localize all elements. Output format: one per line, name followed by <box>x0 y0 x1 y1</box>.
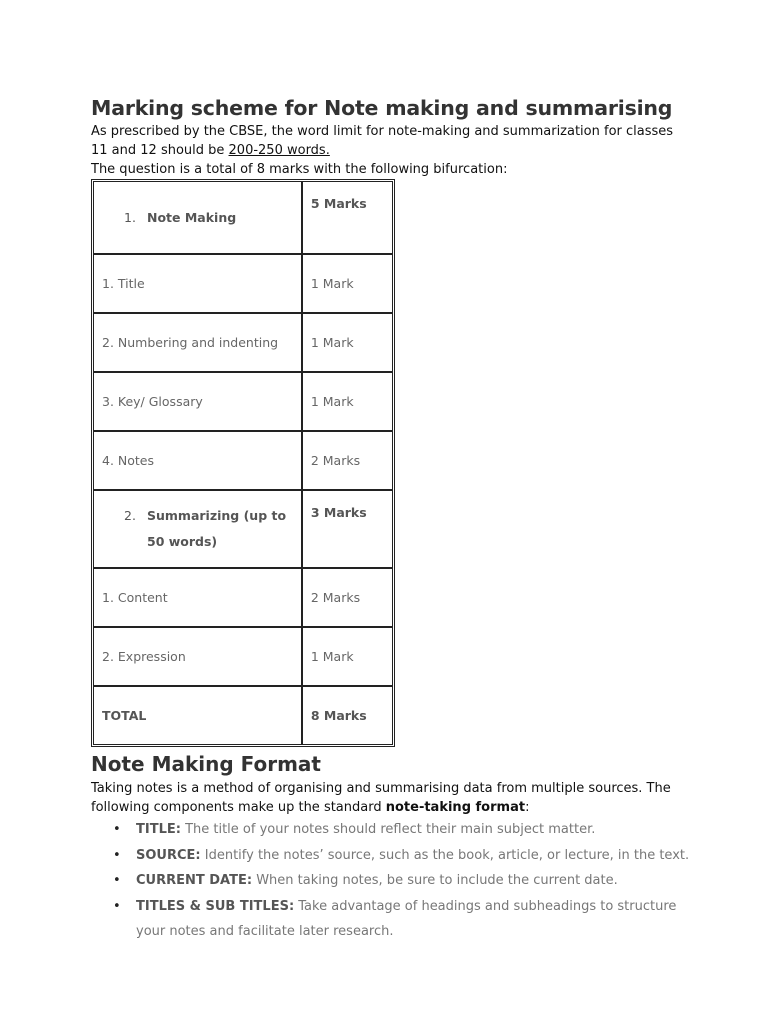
section-number: 2. <box>124 508 136 523</box>
marks-cell <box>303 491 392 569</box>
table-row <box>94 491 392 569</box>
total-label: TOTAL <box>102 708 147 723</box>
criterion-cell <box>94 182 303 255</box>
criterion-marks: 2 Marks <box>310 590 361 605</box>
criterion-marks: 1 Mark <box>310 394 354 409</box>
marking-table <box>91 179 395 747</box>
format-intro-text: Taking notes is a method of organising and summarising data from multiple sources. The following components make up the standard <box>91 781 671 815</box>
document-page <box>91 94 691 945</box>
table-row <box>94 314 392 373</box>
list-item <box>91 894 691 945</box>
list-item <box>91 843 691 869</box>
total-marks: 8 Marks <box>310 708 367 723</box>
format-heading: Note Making Format <box>91 752 321 776</box>
criterion-label: 4. Notes <box>102 453 155 468</box>
section-label: Note Making <box>147 209 237 225</box>
criterion-cell <box>94 255 303 314</box>
section-marks: 3 Marks <box>310 505 367 520</box>
table-row <box>94 687 392 744</box>
bullet-icon: • <box>113 898 121 914</box>
section-label: Summarizing (up to 50 words) <box>147 508 287 549</box>
marks-cell <box>303 182 392 255</box>
marks-cell <box>303 628 392 687</box>
criterion-cell <box>94 314 303 373</box>
section-marks: 5 Marks <box>310 196 367 211</box>
table-row <box>94 255 392 314</box>
criterion-cell <box>94 491 303 569</box>
bullet-text: Identify the notes’ source, such as the book, article, or lecture, in the text. <box>200 847 690 863</box>
criterion-cell <box>94 569 303 628</box>
format-intro-colon: : <box>525 800 530 815</box>
criterion-label: 3. Key/ Glossary <box>102 394 203 409</box>
table-row <box>94 569 392 628</box>
format-intro-bold: note-taking format <box>385 800 526 815</box>
bullet-icon: • <box>113 847 121 863</box>
criterion-label: 1. Title <box>102 276 145 291</box>
marks-cell <box>303 314 392 373</box>
criterion-label: 2. Numbering and indenting <box>102 335 279 350</box>
bullet-term: TITLE: <box>136 822 181 837</box>
table-row <box>94 432 392 491</box>
marks-cell <box>303 432 392 491</box>
criterion-marks: 1 Mark <box>310 276 354 291</box>
criterion-marks: 2 Marks <box>310 453 361 468</box>
bullet-text: The title of your notes should reflect their main subject matter. <box>180 822 596 837</box>
list-item <box>91 817 691 843</box>
criterion-marks: 1 Mark <box>310 649 354 664</box>
marks-cell <box>303 373 392 432</box>
table-row <box>94 182 392 255</box>
table-row <box>94 373 392 432</box>
intro-paragraph <box>91 122 691 179</box>
criterion-label: 1. Content <box>102 590 168 605</box>
marks-cell <box>303 255 392 314</box>
format-intro <box>91 779 691 817</box>
page-title: Marking scheme for Note making and summarising <box>91 96 673 120</box>
marks-cell <box>303 569 392 628</box>
bullet-icon: • <box>113 873 121 888</box>
word-limit-text: 200-250 words. <box>228 143 330 158</box>
intro-marks-text: The question is a total of 8 marks with the following bifurcation: <box>91 162 508 177</box>
section-number: 1. <box>124 209 136 225</box>
list-item <box>91 868 691 894</box>
bullet-text: Take advantage of headings and subheadings to structure your notes and facilitate later research. <box>136 898 677 939</box>
bullet-term: CURRENT DATE: <box>136 873 253 888</box>
bullet-term: TITLES & SUB TITLES: <box>136 898 295 914</box>
criterion-cell <box>94 373 303 432</box>
criterion-cell <box>94 432 303 491</box>
criterion-marks: 1 Mark <box>310 335 354 350</box>
intro-text: As prescribed by the CBSE, the word limit for note-making and summarization for classes 11 and 12 should be <box>91 124 674 158</box>
criterion-cell <box>94 687 303 744</box>
format-bullet-list <box>91 817 691 945</box>
bullet-icon: • <box>113 822 121 837</box>
bullet-term: SOURCE: <box>136 847 201 863</box>
marks-cell <box>303 687 392 744</box>
table-row <box>94 628 392 687</box>
bullet-text: When taking notes, be sure to include the current date. <box>252 873 618 888</box>
criterion-cell <box>94 628 303 687</box>
criterion-label: 2. Expression <box>102 649 186 664</box>
